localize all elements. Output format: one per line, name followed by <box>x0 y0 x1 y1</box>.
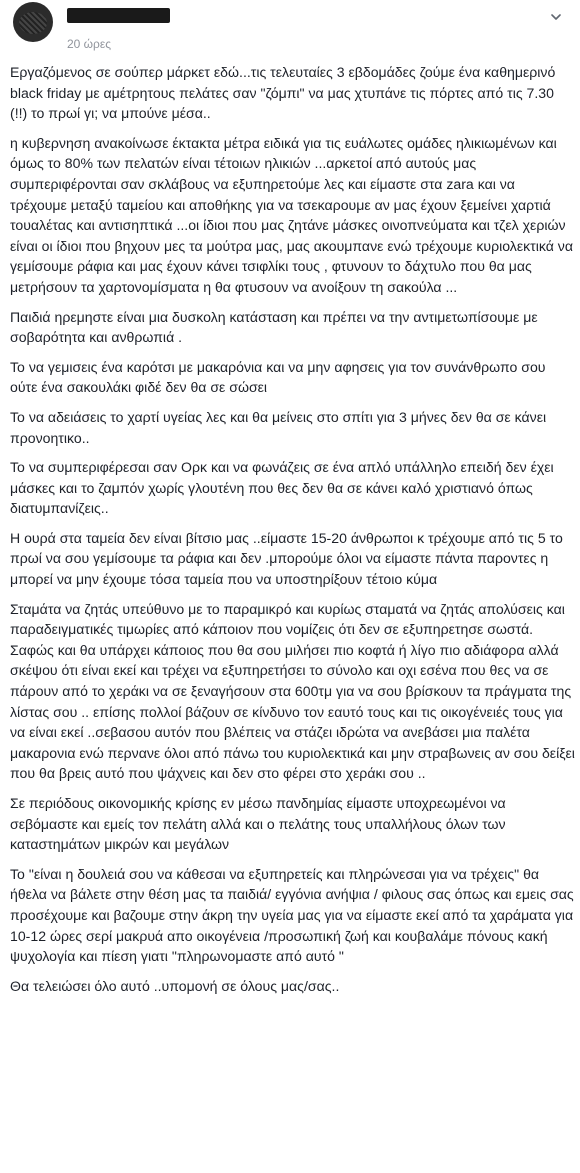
author-name[interactable] <box>67 8 170 23</box>
chevron-down-icon[interactable] <box>551 12 561 22</box>
post-paragraph: Το να γεμισεις ένα καρότσι με μακαρόνια και να μην αφησεις για τον συνάνθρωπο σου ούτε ένα σακουλάκι φιδέ δεν θα σε σώσει <box>10 358 546 396</box>
post-paragraph: Θα τελειώσει όλο αυτό ..υπομονή σε όλους μας/σας.. <box>10 977 340 994</box>
post-paragraph: Το να συμπεριφέρεσαι σαν Ορκ και να φωνάζεις σε ένα απλό υπάλληλο επειδή δεν έχει μάσκες και το ζαμπόν χωρίς γλουτένη που θες δεν θα σε κάνει καλό χριστιανό όπως διατυμπανίζεις.. <box>10 459 554 517</box>
post-paragraph: Το "είναι η δουλειά σου να κάθεσαι να εξυπηρετείς και πληρώνεσαι για να τρέχεις" θα ήθελα να βάλετε στην θέση μας τα παιδιά/ εγγόνια ανήψια / φιλους σας όπως και εμεις σας προσέχουμε και βαζουμε στην άκρη την υγεία μας για να είμαστε εκεί από τα χαράματα για 10-12 ώρες σερί μακρυά απο οικογένεια /προσωπική ζωή και κουβαλάμε πόνους κακή ψυχολογία και πίεση γιατι "πληρωνομαστε από αυτό " <box>10 865 574 965</box>
avatar[interactable] <box>13 2 53 42</box>
post-paragraph: Εργαζόμενος σε σούπερ μάρκετ εδώ...τις τελευταίες 3 εβδομάδες ζούμε ένα καθημερινό black friday με αμέτρητους πελάτες σαν "ζόμπι" να μας χτυπάνε τις πόρτες από τις 7.30 (!!) το πρωί γι; να μπούνε μέσα.. <box>10 64 556 122</box>
post-paragraph: Το να αδειάσεις το χαρτί υγείας λες και θα μείνεις στο σπίτι για 3 μήνες δεν θα σε κάνει προνοητικο.. <box>10 408 547 446</box>
post-paragraph: Σε περιόδους οικονομικής κρίσης εν μέσω πανδημίας είμαστε υποχρεωμένοι να σεβόμαστε και εμείς τον πελάτη αλλά και ο πελάτης τους υπαλλήλους όλων των καταστημάτων μικρών και μεγάλων <box>10 795 506 853</box>
post-timestamp[interactable]: 20 ώρες <box>67 37 112 51</box>
post-paragraph: Η ουρά στα ταμεία δεν είναι βίτσιο μας ..είμαστε 15-20 άνθρωποι κ τρέχουμε από τις 5 το πρωί να σου γεμίσουμε τα ράφια και δεν .μπορούμε όλοι να είμαστε πάντα παροντες η μπορεί να μην έχουμε τόσα ταμεία που να υποστηρίξουν τέτοιο κύμα <box>10 529 563 588</box>
post-paragraph: η κυβερνηση ανακοίνωσε έκτακτα μέτρα ειδικά για τις ευάλωτες ομάδες ηλικιωμένων και όμως το 80% των πελατών είναι τέτοιων ηλικιών ...αρκετοί από αυτούς μας συμπεριφέρονται σαν σκλάβους να εξυπηρετούμε λες και είμαστε στα zara και να τρέχουμε μεταξύ ταμείου και αποθήκης για να τσεκαρουμε αν μας έχουν ξεμείνει χαρτιά τουαλέτας και αντισηπτικά ...οι ίδιοι που μας ζητάνε μάσκες οινοπνεύματα και τζελ χεριών είναι οι ίδιοι που βηχουν μες τα μούτρα μας, μας ακουμπανε ενώ τρέχουμε κυριολεκτικά να γεμίσουμε ράφια και μας έχουν κάνει τσιφλίκι τους , φτυνουν το δάχτυλο που θα μας μετρήσουν τα χαρτονομίσματα η θα φτυσουν να ανοίξουν τη σακούλα ... <box>10 134 574 295</box>
post-body <box>10 62 575 996</box>
post-header <box>0 0 580 60</box>
post-paragraph: Παιδιά ηρεμηστε είναι μια δυσκολη κατάσταση και πρέπει να την αντιμετωπίσουμε με σοβαρότητα και ανθρωπιά . <box>10 308 538 346</box>
post-paragraph: Σταμάτα να ζητάς υπεύθυνο με το παραμικρό και κυρίως σταματά να ζητάς απολύσεις και παραδειγματικές τιμωρίες από κάποιον που νομίζεις ότι δεν σε εξυπηρετησε σωστά. Σαφώς και θα υπάρχει κάποιος που θα σου μιλήσει πιο κοφτά ή λίγο πιο αδιάφορα αλλά σκέψου ότι είναι εκεί και τρέχει να εξυπηρετήσει το σύνολο και οχι εσένα που θες να σε πάρουν από το χεράκι να σε ξεναγήσουν στα 600τμ για να σου βρίσκουν τα πράγματα της λίστας σου .. επίσης πολλοί βάζουν σε κίνδυνο τον εαυτό τους και τις οικογένειές τους για να είναι εκεί ..σεβασου αυτόν που βλέπεις να στάζει ιδρώτα να ανεβάσει μια παλέτα μακαρονια ενώ περνανε όλοι από πάνω του κυριολεκτικά και μην στραβωνεις αν σου δείξει που θα βρεις αυτό που ψάχνεις και δεν στο φέρει στο χεράκι σου .. <box>10 600 575 782</box>
